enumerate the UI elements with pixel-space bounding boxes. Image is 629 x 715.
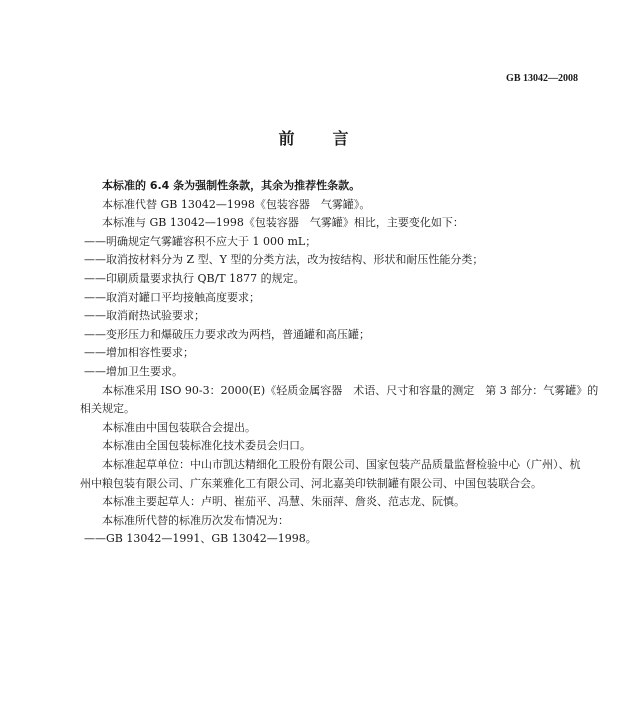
paragraph-proposer: 本标准由中国包装联合会提出。 bbox=[102, 420, 256, 434]
paragraph-drafting-units: 本标准起草单位：中山市凯达精细化工股份有限公司、国家包装产品质量监督检验中心（广州）、杭 bbox=[102, 457, 581, 471]
list-item: ——明确规定气雾罐容积不应大于 1 000 mL； bbox=[84, 234, 317, 248]
paragraph-drafters: 本标准主要起草人：卢明、崔茄平、冯慧、朱丽萍、詹炎、范志龙、阮慎。 bbox=[102, 495, 465, 509]
page-title: 前 言 bbox=[278, 129, 351, 148]
paragraph-drafting-units-cont: 州中粮包装有限公司、广东莱雅化工有限公司、河北嘉美印铁制罐有限公司、中国包装联合会。 bbox=[80, 476, 542, 490]
paragraph-iso-adoption: 本标准采用 ISO 90-3：2000(E)《轻质金属容器 术语、尺寸和容量的测定 第 3 部分：气雾罐》的 bbox=[102, 383, 599, 397]
paragraph-history: ——GB 13042—1991、GB 13042—1998。 bbox=[84, 532, 317, 546]
list-item: ——变形压力和爆破压力要求改为两档，普通罐和高压罐； bbox=[84, 327, 370, 341]
list-item: ——印刷质量要求执行 QB/T 1877 的规定。 bbox=[84, 271, 305, 285]
document-body bbox=[80, 177, 599, 549]
list-item: ——增加卫生要求。 bbox=[84, 364, 183, 378]
list-item: ——取消按材料分为 Z 型、Y 型的分类方法，改为按结构、形状和耐压性能分类； bbox=[84, 253, 484, 267]
paragraph-mandatory-clause: 本标准的 6.4 条为强制性条款，其余为推荐性条款。 bbox=[102, 179, 361, 192]
paragraph-changes-intro: 本标准与 GB 13042—1998《包装容器 气雾罐》相比，主要变化如下： bbox=[102, 216, 464, 230]
paragraph-iso-adoption-cont: 相关规定。 bbox=[80, 402, 135, 416]
standard-number: GB 13042—2008 bbox=[506, 73, 578, 84]
paragraph-history-intro: 本标准所代替的标准历次发布情况为： bbox=[102, 513, 289, 527]
list-item: ——取消耐热试验要求； bbox=[84, 309, 205, 323]
list-item: ——增加相容性要求； bbox=[84, 346, 194, 360]
paragraph-replaces: 本标准代替 GB 13042—1998《包装容器 气雾罐》。 bbox=[102, 197, 371, 211]
list-item: ——取消对罐口平均接触高度要求； bbox=[84, 290, 260, 304]
paragraph-committee: 本标准由全国包装标准化技术委员会归口。 bbox=[102, 439, 311, 453]
